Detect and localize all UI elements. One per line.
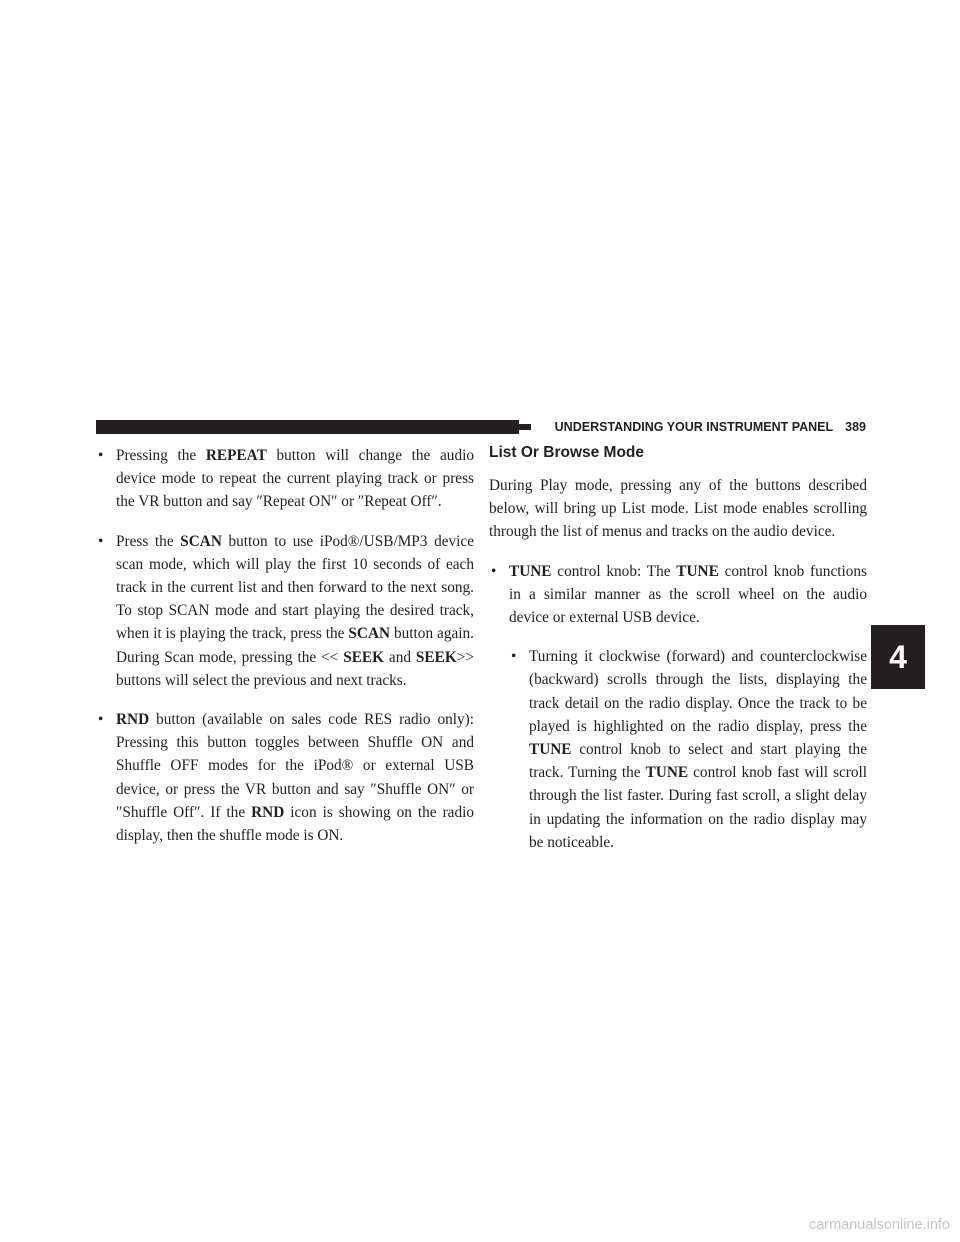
page-number: 389 — [845, 420, 866, 434]
sub-bullet-turning-text: • Turning it clockwise (forward) and counterclockwise (backward) scrolls through the lists, displaying the track detail on the radio display. Once the track to be played is highlighted on the radio display, press the TUNE control knob to select and start playing the track. Turning the TUNE control knob fast will scroll through the list faster. During fast scroll, a slight delay in updating the information on the radio display may be noticeable. — [529, 648, 867, 851]
chapter-tab: 4 — [871, 625, 925, 689]
bullet-rnd — [96, 708, 474, 847]
sub-bullet-turning — [509, 645, 867, 854]
header-rule-tail — [519, 424, 531, 430]
bullet-rnd-text: • RND button (available on sales code RES radio only): Pressing this button toggles between Shuffle ON and Shuffle OFF modes for the iPod® or external USB device, or press the VR button and say ″Shuffle ON″ or ″Shuffle Off″. If the RND icon is showing on the radio display, then the shuffle mode is ON. — [116, 711, 474, 845]
bullet-tune — [489, 560, 867, 630]
right-column — [489, 444, 867, 870]
bullet-tune-text: • TUNE control knob: The TUNE control knob functions in a similar manner as the scroll wheel on the audio device or external USB device. — [509, 562, 867, 627]
bullet-scan — [96, 530, 474, 692]
section-heading: List Or Browse Mode — [489, 444, 645, 461]
intro-paragraph: During Play mode, pressing any of the buttons described below, will bring up List mode. List mode enables scrolling through the list of menus and tracks on the audio device. — [489, 477, 867, 541]
watermark: carmanualsonline.info — [808, 1217, 950, 1233]
bullet-scan-text: • Press the SCAN button to use iPod®/USB/MP3 device scan mode, which will play the first 10 seconds of each track in the current list and then forward to the next song. To stop SCAN mode and start playing the desired track, when it is playing the track, press the SCAN button again. During Scan mode, pressing the << SEEK and SEEK>> buttons will select the previous and next tracks. — [116, 532, 474, 689]
running-head — [536, 419, 866, 435]
header-rule — [96, 420, 519, 434]
bullet-repeat-text: • Pressing the REPEAT button will change the audio device mode to repeat the current playing track or press the VR button and say ″Repeat ON″ or ″Repeat Off″. — [116, 447, 475, 511]
bullet-repeat — [96, 444, 474, 514]
running-head-title: UNDERSTANDING YOUR INSTRUMENT PANEL — [554, 420, 834, 434]
left-column — [96, 444, 474, 863]
